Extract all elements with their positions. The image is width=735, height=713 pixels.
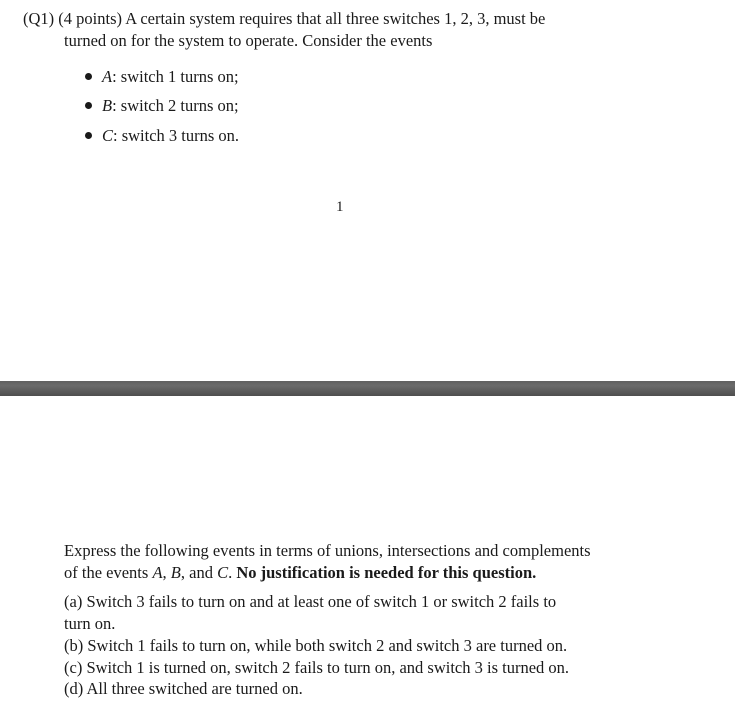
- instructions-text: ,: [162, 563, 171, 582]
- instructions-bold-note: No justification is needed for this question.: [236, 563, 537, 582]
- instructions-symbol-a: A: [152, 563, 163, 582]
- part-d: (d) All three switched are turned on.: [64, 679, 303, 698]
- event-text: : switch 1 turns on;: [112, 67, 239, 86]
- question-line-1: (Q1) (4 points) A certain system requires that all three switches 1, 2, 3, must be: [23, 9, 546, 28]
- instructions-line-1: Express the following events in terms of unions, intersections and complements: [64, 541, 591, 560]
- instructions-line-2: [64, 562, 536, 584]
- page-two: [0, 396, 735, 713]
- event-item-a: [85, 66, 239, 88]
- part-a-line-1: (a) Switch 3 fails to turn on and at least one of switch 1 or switch 2 fails to: [64, 592, 557, 611]
- event-symbol: B: [102, 96, 113, 115]
- instructions-symbol-c: C: [217, 563, 229, 582]
- event-symbol: C: [102, 126, 114, 145]
- part-a-line-2: turn on.: [64, 614, 116, 633]
- page-separator: [0, 381, 735, 396]
- page-number: 1: [336, 199, 344, 215]
- bullet-icon: [85, 73, 92, 80]
- instructions-text: .: [228, 563, 237, 582]
- question-line-2: turned on for the system to operate. Consider the events: [64, 31, 433, 50]
- instructions-text: , and: [180, 563, 218, 582]
- part-b: (b) Switch 1 fails to turn on, while both switch 2 and switch 3 are turned on.: [64, 636, 568, 655]
- event-text: : switch 3 turns on.: [113, 126, 240, 145]
- bullet-icon: [85, 102, 92, 109]
- bullet-icon: [85, 132, 92, 139]
- event-symbol: A: [102, 67, 113, 86]
- event-item-c: [85, 125, 239, 147]
- instructions-symbol-b: B: [170, 563, 181, 582]
- part-c: (c) Switch 1 is turned on, switch 2 fails to turn on, and switch 3 is turned on.: [64, 658, 570, 677]
- event-text: : switch 2 turns on;: [112, 96, 239, 115]
- instructions-text: of the events: [64, 563, 153, 582]
- event-item-b: [85, 95, 239, 117]
